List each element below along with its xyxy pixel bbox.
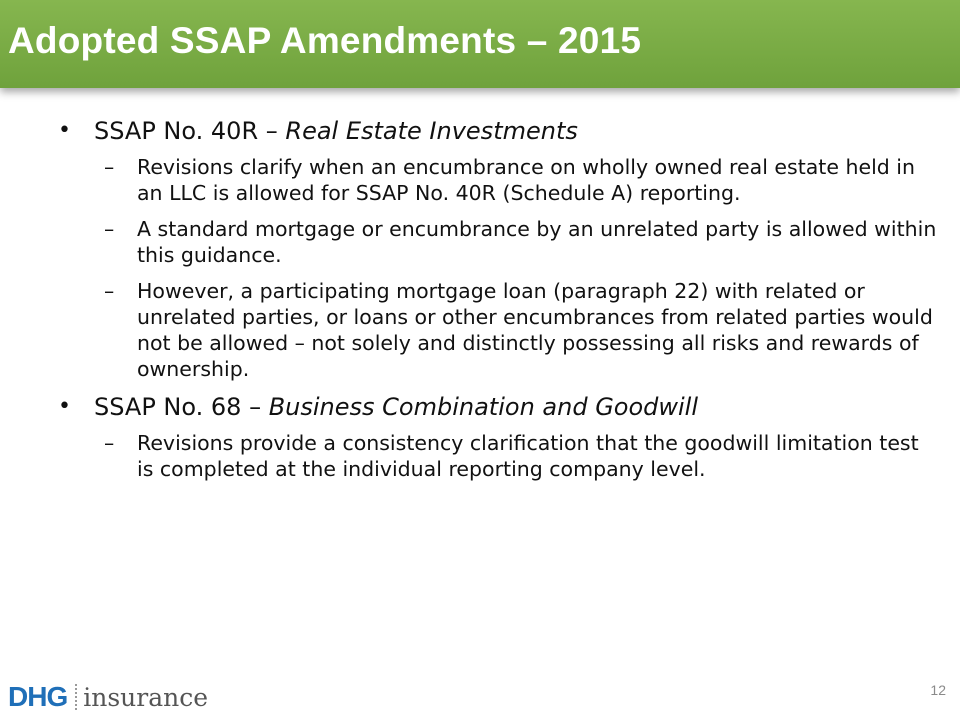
sub-bullet (58, 430, 938, 482)
bullet-ssap-68 (58, 392, 938, 422)
page-number: 12 (930, 682, 946, 698)
dash-marker: – (104, 217, 115, 241)
bullet-ssap-40r (58, 116, 938, 146)
sub-bullet-text: Revisions clarify when an encumbrance on wholly owned real estate held in an LLC is allowed for SSAP No. 40R (Schedule A) reporting. (137, 155, 915, 205)
dhg-logo-mark: DHG (8, 681, 68, 712)
slide-title: Adopted SSAP Amendments – 2015 (8, 20, 642, 61)
logo-insurance-text: insurance (83, 682, 209, 712)
sub-bullet-text: A standard mortgage or encumbrance by an unrelated party is allowed within this guidance. (137, 217, 937, 267)
sub-bullet (58, 278, 938, 382)
sub-bullet-text: Revisions provide a consistency clarification that the goodwill limitation test is completed at the individual reporting company level. (137, 431, 919, 481)
dash-marker: – (104, 431, 115, 455)
bullet-topic: Real Estate Investments (285, 117, 578, 145)
dash-marker: – (104, 155, 115, 179)
sub-bullet (58, 154, 938, 206)
bullet-prefix: SSAP No. 68 – (94, 393, 269, 421)
title-bar (0, 0, 960, 88)
sub-bullet (58, 216, 938, 268)
bullet-prefix: SSAP No. 40R – (94, 117, 286, 145)
sub-bullet-text: However, a participating mortgage loan (paragraph 22) with related or unrelated parties, or loans or other encumbrances from related parties would not be allowed – not solely and distinctly possessing all risks and rewards of ownership. (137, 279, 933, 381)
logo-divider (75, 684, 77, 710)
dhg-insurance-logo (8, 682, 208, 712)
bullet-marker: • (58, 394, 71, 419)
dash-marker: – (104, 279, 115, 303)
slide-body (58, 116, 938, 492)
bullet-marker: • (58, 118, 71, 143)
bullet-topic: Business Combination and Goodwill (268, 393, 699, 421)
